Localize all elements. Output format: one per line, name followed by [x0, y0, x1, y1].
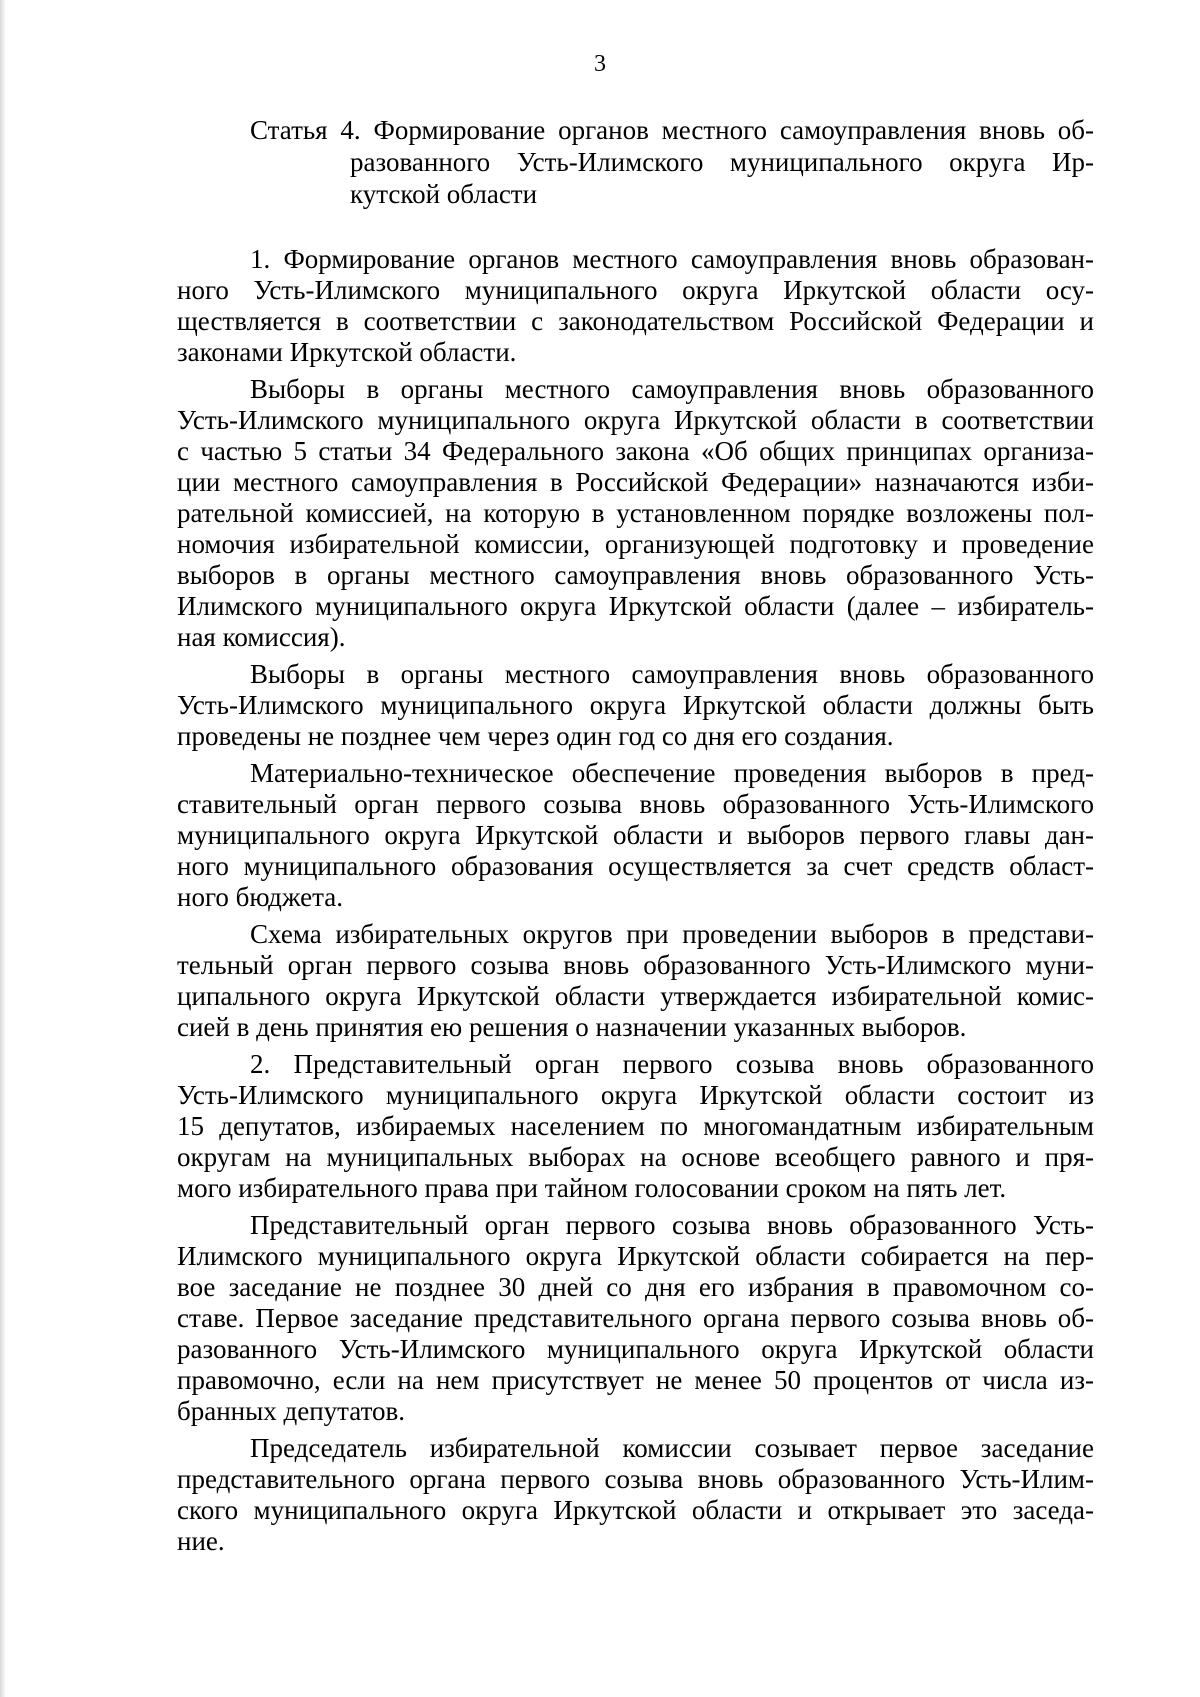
- paragraph-line: ского муниципального округа Иркутской области и открывает это заседа-: [177, 1495, 1094, 1525]
- paragraph-line: муниципального округа Иркутской области и выборов первого главы дан-: [177, 820, 1094, 850]
- paragraph-line: вое заседание не позднее 30 дней со дня его избрания в правомочном со-: [177, 1272, 1094, 1302]
- article-title-line: разованного Усть-Илимского муниципального округа Ир-: [350, 147, 1094, 177]
- paragraph-line: ществляется в соответствии с законодательством Российской Федерации и: [177, 306, 1094, 336]
- paragraph: [177, 1210, 1094, 1427]
- paragraph-line: округам на муниципальных выборах на основе всеобщего равного и пря-: [177, 1142, 1094, 1172]
- paragraph-line: правомочно, если на нем присутствует не менее 50 процентов от числа из-: [177, 1365, 1094, 1395]
- paragraph-line: с частью 5 статьи 34 Федерального закона «Об общих принципах организа-: [177, 436, 1094, 466]
- article-body: [177, 244, 1094, 1563]
- paragraph-line: разованного Усть-Илимского муниципального округа Иркутской области: [177, 1334, 1094, 1364]
- page-number: 3: [594, 51, 606, 77]
- paragraph-line: Илимского муниципального округа Иркутской области (далее – избиратель-: [177, 591, 1094, 621]
- paragraph: [177, 919, 1094, 1043]
- paragraph-line: Выборы в органы местного самоуправления вновь образованного: [250, 659, 1094, 689]
- paragraph-line: 1. Формирование органов местного самоуправления вновь образован-: [250, 244, 1094, 274]
- article-title-line: кутской области: [350, 179, 538, 209]
- paragraph-line: ного Усть-Илимского муниципального округа Иркутской области осу-: [177, 275, 1094, 305]
- paragraph-line: Материально-техническое обеспечение проведения выборов в пред-: [250, 758, 1094, 788]
- paragraph-line: 2. Представительный орган первого созыва вновь образованного: [250, 1049, 1094, 1079]
- paragraph-line: ставе. Первое заседание представительного органа первого созыва вновь об-: [177, 1303, 1094, 1333]
- paragraph: [177, 758, 1094, 913]
- paragraph: [177, 1433, 1094, 1557]
- paragraph-line: ние.: [177, 1526, 225, 1556]
- paragraph-line: бранных депутатов.: [177, 1396, 406, 1426]
- paragraph-line: ставительный орган первого созыва вновь образованного Усть-Илимского: [177, 789, 1094, 819]
- paragraph-line: номочия избирательной комиссии, организующей подготовку и проведение: [177, 529, 1094, 559]
- paragraph-line: Усть-Илимского муниципального округа Иркутской области должны быть: [177, 690, 1094, 720]
- paragraph-line: мого избирательного права при тайном голосовании сроком на пять лет.: [177, 1173, 1007, 1203]
- paragraph-line: ного бюджета.: [177, 882, 344, 912]
- paragraph-line: представительного органа первого созыва вновь образованного Усть-Илим-: [177, 1464, 1094, 1494]
- paragraph-line: законами Иркутской области.: [177, 337, 517, 367]
- paragraph-line: Илимского муниципального округа Иркутской области собирается на пер-: [177, 1241, 1094, 1271]
- paragraph-line: тельный орган первого созыва вновь образованного Усть-Илимского муни-: [177, 950, 1094, 980]
- paragraph: [177, 374, 1094, 653]
- paragraph-line: ная комиссия).: [177, 622, 346, 652]
- paragraph-line: ципального округа Иркутской области утверждается избирательной комис-: [177, 981, 1094, 1011]
- paragraph-line: Председатель избирательной комиссии созывает первое заседание: [250, 1433, 1094, 1463]
- paragraph-line: Усть-Илимского муниципального округа Иркутской области в соответствии: [177, 405, 1094, 435]
- paragraph-line: ции местного самоуправления в Российской Федерации» назначаются изби-: [177, 467, 1094, 497]
- scan-edge-shadow: [0, 0, 6, 1697]
- paragraph-line: Усть-Илимского муниципального округа Иркутской области состоит из: [177, 1080, 1094, 1110]
- paragraph: [177, 1049, 1094, 1204]
- paragraph-line: проведены не позднее чем через один год со дня его создания.: [177, 721, 894, 751]
- article-title: [250, 114, 1094, 210]
- paragraph-line: Схема избирательных округов при проведении выборов в представи-: [250, 919, 1094, 949]
- paragraph: [177, 244, 1094, 368]
- paragraph-line: 15 депутатов, избираемых населением по многомандатным избирательным: [177, 1111, 1094, 1141]
- paragraph-line: Представительный орган первого созыва вновь образованного Усть-: [250, 1210, 1094, 1240]
- paragraph-line: выборов в органы местного самоуправления вновь образованного Усть-: [177, 560, 1094, 590]
- paragraph-line: рательной комиссией, на которую в установленном порядке возложены пол-: [177, 498, 1094, 528]
- paragraph: [177, 659, 1094, 752]
- paragraph-line: Выборы в органы местного самоуправления вновь образованного: [250, 374, 1094, 404]
- article-title-line: Статья 4. Формирование органов местного самоуправления вновь об-: [250, 115, 1094, 145]
- paragraph-line: ного муниципального образования осуществляется за счет средств област-: [177, 851, 1094, 881]
- paragraph-line: сией в день принятия ею решения о назначении указанных выборов.: [177, 1012, 967, 1042]
